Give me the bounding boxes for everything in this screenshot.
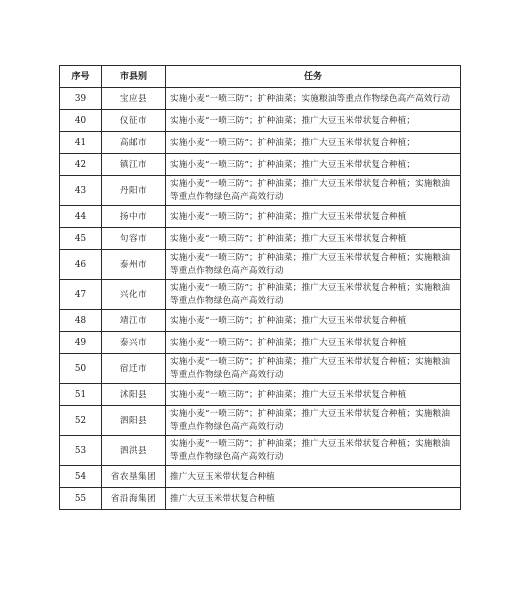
serial-number-cell: 43 (60, 176, 102, 206)
city-cell: 泗阳县 (102, 406, 166, 436)
table-row (60, 332, 461, 354)
task-cell: 实施小麦“一喷三防”；扩种油菜；推广大豆玉米带状复合种植；实施粮油等重点作物绿色高产高效行动 (166, 406, 461, 436)
task-cell: 实施小麦“一喷三防”；扩种油菜；推广大豆玉米带状复合种植； (166, 110, 461, 132)
table-row (60, 154, 461, 176)
city-cell: 泗洪县 (102, 436, 166, 466)
table-body (60, 88, 461, 510)
task-cell: 实施小麦“一喷三防”；扩种油菜；推广大豆玉米带状复合种植；实施粮油等重点作物绿色高产高效行动 (166, 436, 461, 466)
serial-number-cell: 39 (60, 88, 102, 110)
city-cell: 靖江市 (102, 310, 166, 332)
task-cell: 实施小麦“一喷三防”；扩种油菜；推广大豆玉米带状复合种植 (166, 228, 461, 250)
header-task: 任务 (166, 66, 461, 88)
city-cell: 丹阳市 (102, 176, 166, 206)
header-serial-number: 序号 (60, 66, 102, 88)
city-cell: 镇江市 (102, 154, 166, 176)
table-row (60, 406, 461, 436)
table-row (60, 176, 461, 206)
serial-number-cell: 48 (60, 310, 102, 332)
task-cell: 实施小麦“一喷三防”；扩种油菜；推广大豆玉米带状复合种植；实施粮油等重点作物绿色高产高效行动 (166, 280, 461, 310)
city-cell: 宿迁市 (102, 354, 166, 384)
table-row (60, 466, 461, 488)
table-row (60, 354, 461, 384)
task-cell: 推广大豆玉米带状复合种植 (166, 466, 461, 488)
serial-number-cell: 51 (60, 384, 102, 406)
table-row (60, 110, 461, 132)
serial-number-cell: 55 (60, 488, 102, 510)
header-row (60, 66, 461, 88)
task-cell: 实施小麦“一喷三防”；扩种油菜；推广大豆玉米带状复合种植；实施粮油等重点作物绿色高产高效行动 (166, 176, 461, 206)
city-cell: 句容市 (102, 228, 166, 250)
serial-number-cell: 49 (60, 332, 102, 354)
serial-number-cell: 41 (60, 132, 102, 154)
table-row (60, 310, 461, 332)
serial-number-cell: 40 (60, 110, 102, 132)
task-cell: 实施小麦“一喷三防”；扩种油菜；推广大豆玉米带状复合种植； (166, 132, 461, 154)
table-row (60, 384, 461, 406)
serial-number-cell: 50 (60, 354, 102, 384)
serial-number-cell: 52 (60, 406, 102, 436)
serial-number-cell: 46 (60, 250, 102, 280)
task-cell: 实施小麦“一喷三防”；扩种油菜；推广大豆玉米带状复合种植 (166, 310, 461, 332)
city-cell: 泰兴市 (102, 332, 166, 354)
task-table (59, 65, 461, 510)
city-cell: 宝应县 (102, 88, 166, 110)
serial-number-cell: 42 (60, 154, 102, 176)
task-cell: 实施小麦“一喷三防”；扩种油菜；推广大豆玉米带状复合种植 (166, 206, 461, 228)
table-row (60, 88, 461, 110)
task-cell: 实施小麦“一喷三防”；扩种油菜；推广大豆玉米带状复合种植 (166, 332, 461, 354)
city-cell: 省农垦集团 (102, 466, 166, 488)
serial-number-cell: 53 (60, 436, 102, 466)
task-cell: 实施小麦“一喷三防”；扩种油菜；推广大豆玉米带状复合种植；实施粮油等重点作物绿色高产高效行动 (166, 354, 461, 384)
city-cell: 兴化市 (102, 280, 166, 310)
serial-number-cell: 44 (60, 206, 102, 228)
table-row (60, 132, 461, 154)
table-row (60, 250, 461, 280)
serial-number-cell: 45 (60, 228, 102, 250)
table-row (60, 436, 461, 466)
task-cell: 实施小麦“一喷三防”；扩种油菜；推广大豆玉米带状复合种植；实施粮油等重点作物绿色高产高效行动 (166, 250, 461, 280)
city-cell: 沭阳县 (102, 384, 166, 406)
task-cell: 实施小麦“一喷三防”；扩种油菜；推广大豆玉米带状复合种植 (166, 384, 461, 406)
table-row (60, 488, 461, 510)
city-cell: 仪征市 (102, 110, 166, 132)
task-cell: 实施小麦“一喷三防”；扩种油菜；实施粮油等重点作物绿色高产高效行动 (166, 88, 461, 110)
city-cell: 省沿海集团 (102, 488, 166, 510)
table-row (60, 228, 461, 250)
table-header (60, 66, 461, 88)
city-cell: 扬中市 (102, 206, 166, 228)
task-cell: 推广大豆玉米带状复合种植 (166, 488, 461, 510)
task-cell: 实施小麦“一喷三防”；扩种油菜；推广大豆玉米带状复合种植； (166, 154, 461, 176)
header-city-county: 市县别 (102, 66, 166, 88)
city-cell: 泰州市 (102, 250, 166, 280)
table-row (60, 206, 461, 228)
table-row (60, 280, 461, 310)
city-cell: 高邮市 (102, 132, 166, 154)
serial-number-cell: 47 (60, 280, 102, 310)
serial-number-cell: 54 (60, 466, 102, 488)
